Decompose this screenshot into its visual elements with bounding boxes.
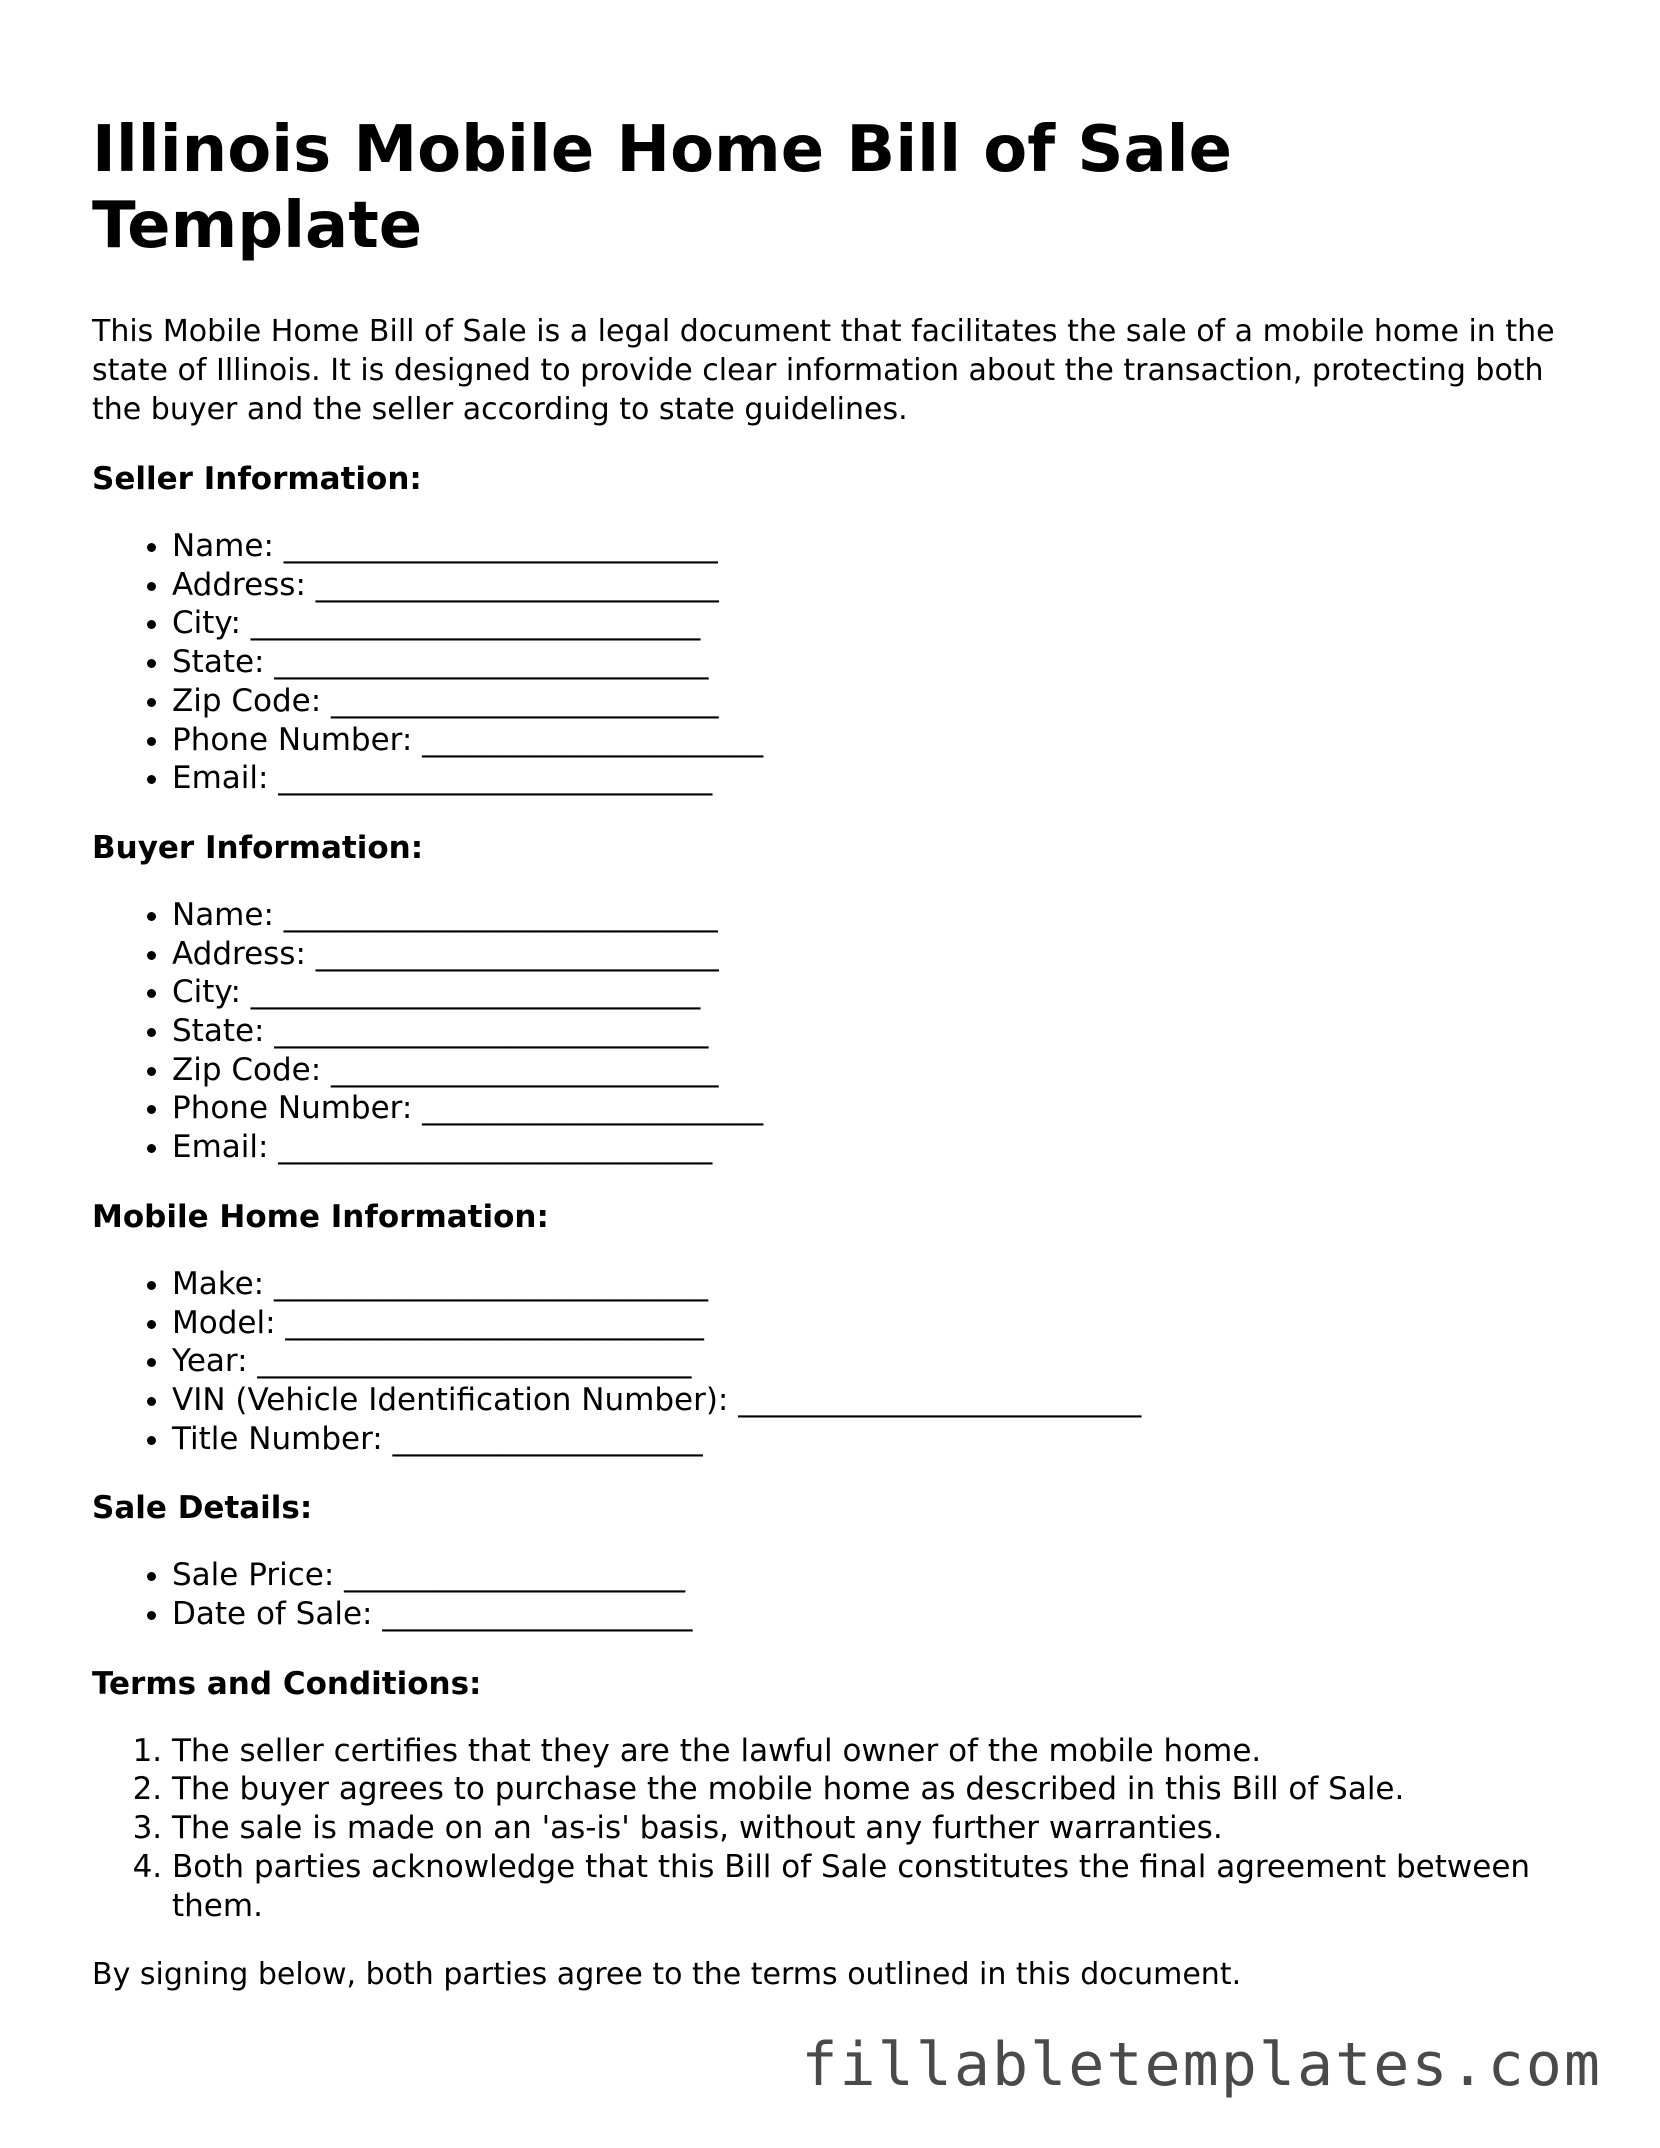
- buyer-email-field[interactable]: • Email: ____________________________: [172, 1128, 1582, 1167]
- closing-statement: By signing below, both parties agree to the terms outlined in this document.: [92, 1957, 1242, 1993]
- document-page: [92, 112, 1582, 1994]
- sale-price-field[interactable]: • Sale Price: ______________________: [172, 1556, 1582, 1595]
- term-item: 4. Both parties acknowledge that this Bill of Sale constitutes the final agreement between them.: [172, 1848, 1582, 1925]
- buyer-address-field[interactable]: • Address: __________________________: [172, 935, 1582, 974]
- seller-field-list: [92, 527, 1582, 798]
- date-of-sale-field[interactable]: • Date of Sale: ____________________: [172, 1595, 1582, 1634]
- buyer-heading: Buyer Information:: [92, 829, 424, 866]
- seller-city-field[interactable]: • City: _____________________________: [172, 604, 1582, 643]
- seller-zip-field[interactable]: • Zip Code: _________________________: [172, 682, 1582, 721]
- document-title: Illinois Mobile Home Bill of Sale Template: [92, 113, 1232, 263]
- title-number-field[interactable]: • Title Number: ____________________: [172, 1420, 1582, 1459]
- sale-details-heading: Sale Details:: [92, 1490, 313, 1527]
- vin-field[interactable]: • VIN (Vehicle Identification Number): __________________________: [172, 1381, 1582, 1420]
- seller-email-field[interactable]: • Email: ____________________________: [172, 759, 1582, 798]
- term-item: 2. The buyer agrees to purchase the mobile home as described in this Bill of Sale.: [172, 1770, 1582, 1809]
- intro-paragraph: This Mobile Home Bill of Sale is a legal document that facilitates the sale of a mobile home in the state of Illinois. It is designed to provide clear information about the transaction, protecting both the buyer and the seller according to state guidelines.: [92, 314, 1555, 427]
- seller-phone-field[interactable]: • Phone Number: ______________________: [172, 721, 1582, 760]
- make-field[interactable]: • Make: ____________________________: [172, 1265, 1582, 1304]
- buyer-name-field[interactable]: • Name: ____________________________: [172, 896, 1582, 935]
- mobile-home-field-list: [92, 1265, 1582, 1459]
- term-item: 3. The sale is made on an 'as-is' basis, without any further warranties.: [172, 1809, 1582, 1848]
- mobile-home-heading: Mobile Home Information:: [92, 1198, 549, 1235]
- year-field[interactable]: • Year: ____________________________: [172, 1342, 1582, 1381]
- buyer-phone-field[interactable]: • Phone Number: ______________________: [172, 1089, 1582, 1128]
- buyer-city-field[interactable]: • City: _____________________________: [172, 973, 1582, 1012]
- watermark-text: fillabletemplates.com: [801, 2030, 1602, 2100]
- sale-details-field-list: [92, 1556, 1582, 1633]
- seller-heading: Seller Information:: [92, 461, 422, 497]
- seller-state-field[interactable]: • State: ____________________________: [172, 643, 1582, 682]
- terms-heading: Terms and Conditions:: [92, 1665, 482, 1702]
- term-item: 1. The seller certifies that they are the lawful owner of the mobile home.: [172, 1732, 1582, 1771]
- buyer-field-list: [92, 896, 1582, 1167]
- buyer-state-field[interactable]: • State: ____________________________: [172, 1012, 1582, 1051]
- buyer-zip-field[interactable]: • Zip Code: _________________________: [172, 1051, 1582, 1090]
- terms-list: [92, 1732, 1582, 1926]
- seller-name-field[interactable]: • Name: ____________________________: [172, 527, 1582, 566]
- seller-address-field[interactable]: • Address: __________________________: [172, 566, 1582, 605]
- model-field[interactable]: • Model: ___________________________: [172, 1304, 1582, 1343]
